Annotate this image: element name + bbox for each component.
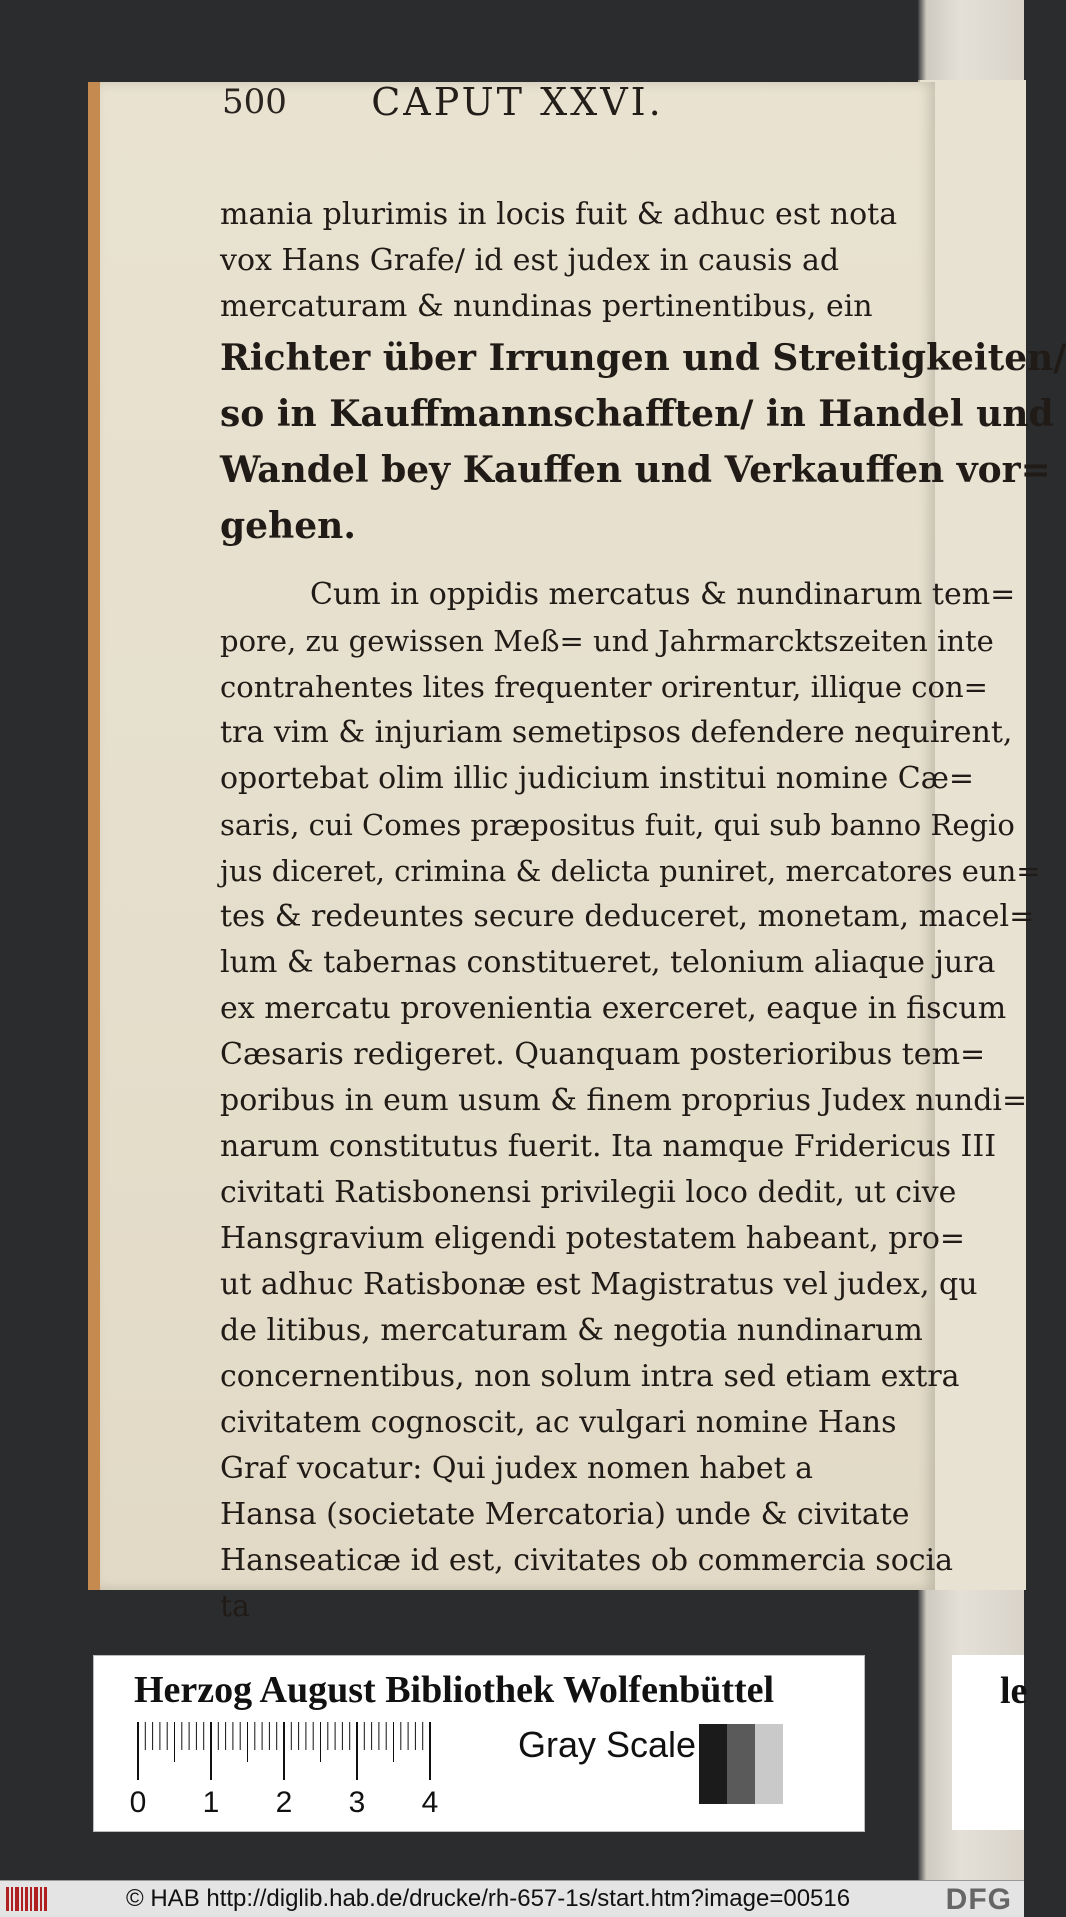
- text-line: tes & redeuntes secure deduceret, monetam, macel=: [220, 899, 1035, 934]
- running-head: CAPUT XXVI.: [371, 80, 664, 124]
- gray-swatch-mid: [727, 1724, 755, 1804]
- text-line: Hansa (societate Mercatoria) unde & civitate: [220, 1497, 910, 1532]
- text-line: Hanseaticæ id est, civitates ob commercia socia: [220, 1543, 954, 1578]
- ruler-number: 3: [348, 1786, 366, 1819]
- ruler-number: 1: [202, 1786, 220, 1819]
- copyright-link[interactable]: © HAB http://diglib.hab.de/drucke/rh-657-1s/start.htm?image=00516: [126, 1885, 851, 1912]
- gray-swatch-dark: [699, 1724, 727, 1804]
- text-line: oportebat olim illic judicium institui nomine Cæ=: [220, 761, 975, 796]
- color-calibration-chart: [93, 1655, 865, 1832]
- ruler-number: 2: [275, 1786, 293, 1819]
- text-line: Richter über Irrungen und Streitigkeiten/: [220, 337, 1066, 379]
- text-line: Graf vocatur: Qui judex nomen habet a: [220, 1451, 814, 1486]
- adjacent-chart-card: [952, 1655, 1028, 1830]
- text-line: mania plurimis in locis fuit & adhuc est nota: [220, 197, 898, 232]
- text-line: ut adhuc Ratisbonæ est Magistratus vel judex, qu: [220, 1267, 978, 1302]
- text-line: civitatem cognoscit, ac vulgari nomine Hans: [220, 1405, 897, 1440]
- text-line: de litibus, mercaturam & negotia nundinarum: [220, 1313, 923, 1348]
- text-line: ta: [220, 1589, 250, 1624]
- text-line: pore, zu gewissen Meß= und Jahrmarcktszeiten inte: [220, 624, 994, 658]
- text-line: vox Hans Grafe/ id est judex in causis ad: [220, 243, 840, 278]
- text-line: Cum in oppidis mercatus & nundinarum tem=: [310, 577, 1016, 612]
- text-line: poribus in eum usum & finem proprius Judex nundi=: [220, 1083, 1028, 1118]
- text-line: concernentibus, non solum intra sed etiam extra: [220, 1359, 960, 1394]
- page-number: 500: [222, 82, 287, 122]
- ruler-number: 0: [129, 1786, 147, 1819]
- text-line: jus diceret, crimina & delicta puniret, mercatores eun=: [220, 854, 1041, 888]
- text-line: tra vim & injuriam semetipsos defendere nequirent,: [220, 715, 1013, 750]
- text-line: saris, cui Comes præpositus fuit, qui sub banno Regio: [220, 808, 1015, 842]
- barcode-icon: [6, 1887, 48, 1911]
- text-line: lum & tabernas constitueret, telonium aliaque jura: [220, 945, 996, 980]
- text-line: civitati Ratisbonensi privilegii loco dedit, ut cive: [220, 1175, 957, 1210]
- adjacent-chart-fragment: le: [1000, 1670, 1028, 1712]
- book-page: [88, 80, 1066, 1624]
- ruler-number: 4: [421, 1786, 439, 1819]
- dfg-logo: DFG: [945, 1883, 1012, 1916]
- text-line: contrahentes lites frequenter orirentur, illique con=: [220, 670, 988, 704]
- gray-scale-label: Gray Scale: [518, 1724, 697, 1765]
- text-line: Hansgravium eligendi potestatem habeant, pro=: [220, 1221, 966, 1256]
- text-line: ex mercatu provenientia exerceret, eaque in fiscum: [220, 991, 1007, 1026]
- viewer-footer: [0, 1880, 1024, 1917]
- text-line: so in Kauffmannschafften/ in Handel und: [220, 393, 1054, 435]
- text-line: narum constitutus fuerit. Ita namque Fridericus III: [220, 1129, 997, 1164]
- text-line: Wandel bey Kauffen und Verkauffen vor=: [220, 449, 1051, 491]
- text-line: gehen.: [220, 505, 356, 547]
- gray-swatch-light: [755, 1724, 783, 1804]
- text-line: Cæsaris redigeret. Quanquam posterioribus tem=: [220, 1037, 986, 1072]
- page-text: [220, 192, 1066, 1630]
- text-line: mercaturam & nundinas pertinentibus, ein: [220, 289, 873, 324]
- chart-title: Herzog August Bibliothek Wolfenbüttel: [134, 1669, 775, 1711]
